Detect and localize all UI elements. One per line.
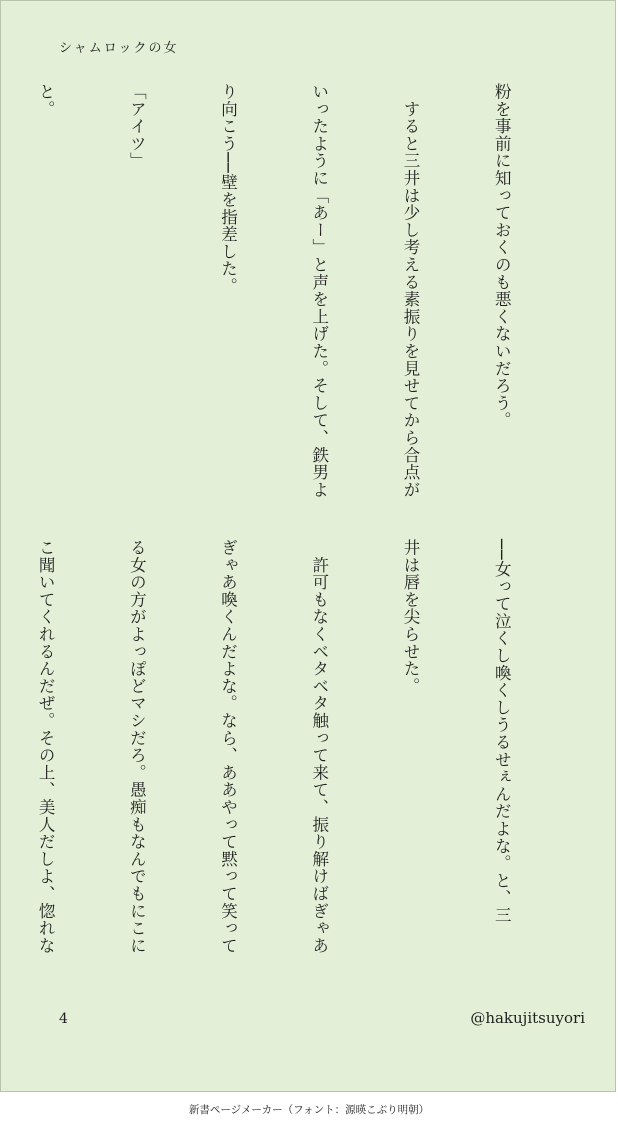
text-line: いったように「あー」と声を上げた。そして、鉄男よ bbox=[309, 83, 329, 499]
text-block-bottom bbox=[36, 539, 577, 979]
text-line: 許可もなくベタベタ触って来て、振り解けばぎゃあ bbox=[309, 539, 329, 955]
text-line: り向こう──壁を指差した。 bbox=[218, 83, 238, 295]
text-line: る女の方がよっぽどマシだろ。愚痴もなんでもにこに bbox=[127, 539, 147, 955]
text-block-top bbox=[36, 83, 577, 523]
author-handle: @hakujitsuyori bbox=[470, 1009, 585, 1027]
text-line: 「アイツ」 bbox=[127, 83, 147, 170]
text-line: こ聞いてくれるんだぜ。その上、美人だしよ、惚れな bbox=[36, 539, 56, 955]
text-line: 粉を事前に知っておくのも悪くないだろう。 bbox=[492, 83, 512, 429]
footer-credit: 新書ページメーカー（フォント：源暎こぶり明朝） bbox=[188, 1104, 430, 1116]
page-number: 4 bbox=[59, 1011, 68, 1027]
text-line: すると三井は少し考える素振りを見せてから合点が bbox=[400, 83, 420, 499]
text-line: 井は唇を尖らせた。 bbox=[400, 539, 420, 695]
running-head: シャムロックの女 bbox=[59, 41, 179, 56]
text-line: と。 bbox=[36, 83, 56, 118]
text-line: ぎゃあ喚くんだよな。なら、ああやって黙って笑って bbox=[218, 539, 238, 955]
text-line: ──女って泣くし喚くしうるせぇんだよな。と、三 bbox=[492, 539, 512, 924]
